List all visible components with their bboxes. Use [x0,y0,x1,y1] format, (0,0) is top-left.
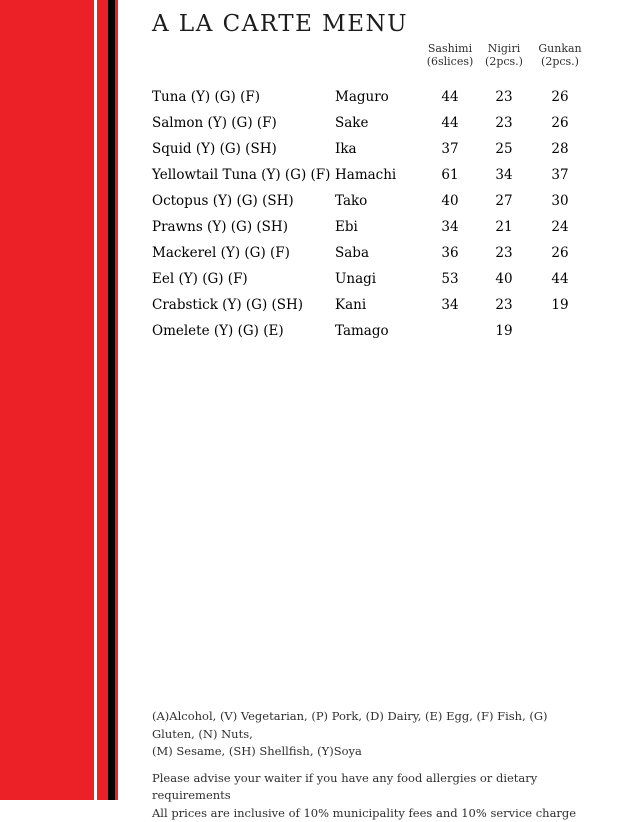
menu-item-nigiri-price: 21 [477,219,531,235]
column-header-gunkan-unit: (2pcs.) [531,55,589,68]
allergen-legend-line1: (A)Alcohol, (V) Vegetarian, (P) Pork, (D) Dairy, (E) Egg, (F) Fish, (G) Gluten, (N) Nuts, [152,708,592,743]
menu-item-name: Eel (Y) (G) (F) [152,271,335,287]
menu-item-japanese-name: Ebi [335,219,423,235]
menu-item-sashimi-price: 40 [423,193,477,209]
page-title: A LA CARTE MENU [152,11,408,37]
menu-item-name: Mackerel (Y) (G) (F) [152,245,335,261]
table-row [152,266,589,292]
menu-item-nigiri-price: 25 [477,141,531,157]
menu-item-name: Prawns (Y) (G) (SH) [152,219,335,235]
column-header-nigiri-title: Nigiri [477,42,531,55]
menu-item-name: Omelete (Y) (G) (E) [152,323,335,339]
menu-item-sashimi-price: 61 [423,167,477,183]
menu-item-name: Squid (Y) (G) (SH) [152,141,335,157]
menu-item-gunkan-price: 44 [531,271,589,287]
left-black-stripe [108,0,115,800]
menu-item-gunkan-price: 28 [531,141,589,157]
table-row [152,188,589,214]
column-header-gunkan [531,42,589,68]
menu-item-japanese-name: Sake [335,115,423,131]
column-header-nigiri [477,42,531,68]
service-notice [152,770,592,822]
column-header-gunkan-title: Gunkan [531,42,589,55]
menu-item-japanese-name: Hamachi [335,167,423,183]
menu-item-gunkan-price: 19 [531,297,589,313]
menu-item-gunkan-price: 26 [531,89,589,105]
table-row [152,318,589,344]
allergen-legend [152,708,592,761]
spacer-japanese-col [335,42,423,68]
menu-item-gunkan-price: 24 [531,219,589,235]
menu-item-nigiri-price: 23 [477,89,531,105]
menu-item-nigiri-price: 23 [477,245,531,261]
menu-item-japanese-name: Unagi [335,271,423,287]
column-header-sashimi [423,42,477,68]
menu-item-sashimi-price: 34 [423,219,477,235]
menu-item-gunkan-price: 26 [531,245,589,261]
menu-item-gunkan-price: 26 [531,115,589,131]
left-red-thin-band [115,0,118,800]
table-row [152,240,589,266]
table-row [152,84,589,110]
menu-item-sashimi-price: 34 [423,297,477,313]
menu-item-nigiri-price: 34 [477,167,531,183]
menu-item-sashimi-price: 44 [423,89,477,105]
column-header-sashimi-unit: (6slices) [423,55,477,68]
table-row [152,214,589,240]
table-row [152,110,589,136]
column-header-sashimi-title: Sashimi [423,42,477,55]
menu-item-gunkan-price: 37 [531,167,589,183]
menu-item-japanese-name: Saba [335,245,423,261]
table-row [152,292,589,318]
menu-column-headers [152,42,589,68]
menu-item-name: Yellowtail Tuna (Y) (G) (F) [152,167,335,183]
menu-item-japanese-name: Tamago [335,323,423,339]
menu-item-sashimi-price: 37 [423,141,477,157]
menu-item-nigiri-price: 23 [477,115,531,131]
footer-notes [152,708,592,822]
menu-item-nigiri-price: 23 [477,297,531,313]
menu-item-japanese-name: Tako [335,193,423,209]
left-red-band [0,0,94,800]
menu-item-name: Tuna (Y) (G) (F) [152,89,335,105]
menu-item-sashimi-price: 44 [423,115,477,131]
menu-table-body [152,84,589,344]
menu-item-name: Salmon (Y) (G) (F) [152,115,335,131]
menu-item-gunkan-price: 30 [531,193,589,209]
menu-item-name: Crabstick (Y) (G) (SH) [152,297,335,313]
spacer-name-col [152,42,335,68]
menu-item-japanese-name: Maguro [335,89,423,105]
menu-item-japanese-name: Kani [335,297,423,313]
pricing-notice-line: All prices are inclusive of 10% municipality fees and 10% service charge [152,805,592,822]
menu-item-nigiri-price: 40 [477,271,531,287]
menu-item-sashimi-price: 36 [423,245,477,261]
allergen-legend-line2: (M) Sesame, (SH) Shellfish, (Y)Soya [152,743,592,761]
menu-item-nigiri-price: 19 [477,323,531,339]
allergy-advice-line: Please advise your waiter if you have any food allergies or dietary requirements [152,770,592,805]
menu-item-name: Octopus (Y) (G) (SH) [152,193,335,209]
menu-item-sashimi-price: 53 [423,271,477,287]
table-row [152,136,589,162]
table-row [152,162,589,188]
left-red-mid-band [97,0,108,800]
column-header-nigiri-unit: (2pcs.) [477,55,531,68]
menu-item-nigiri-price: 27 [477,193,531,209]
menu-item-japanese-name: Ika [335,141,423,157]
